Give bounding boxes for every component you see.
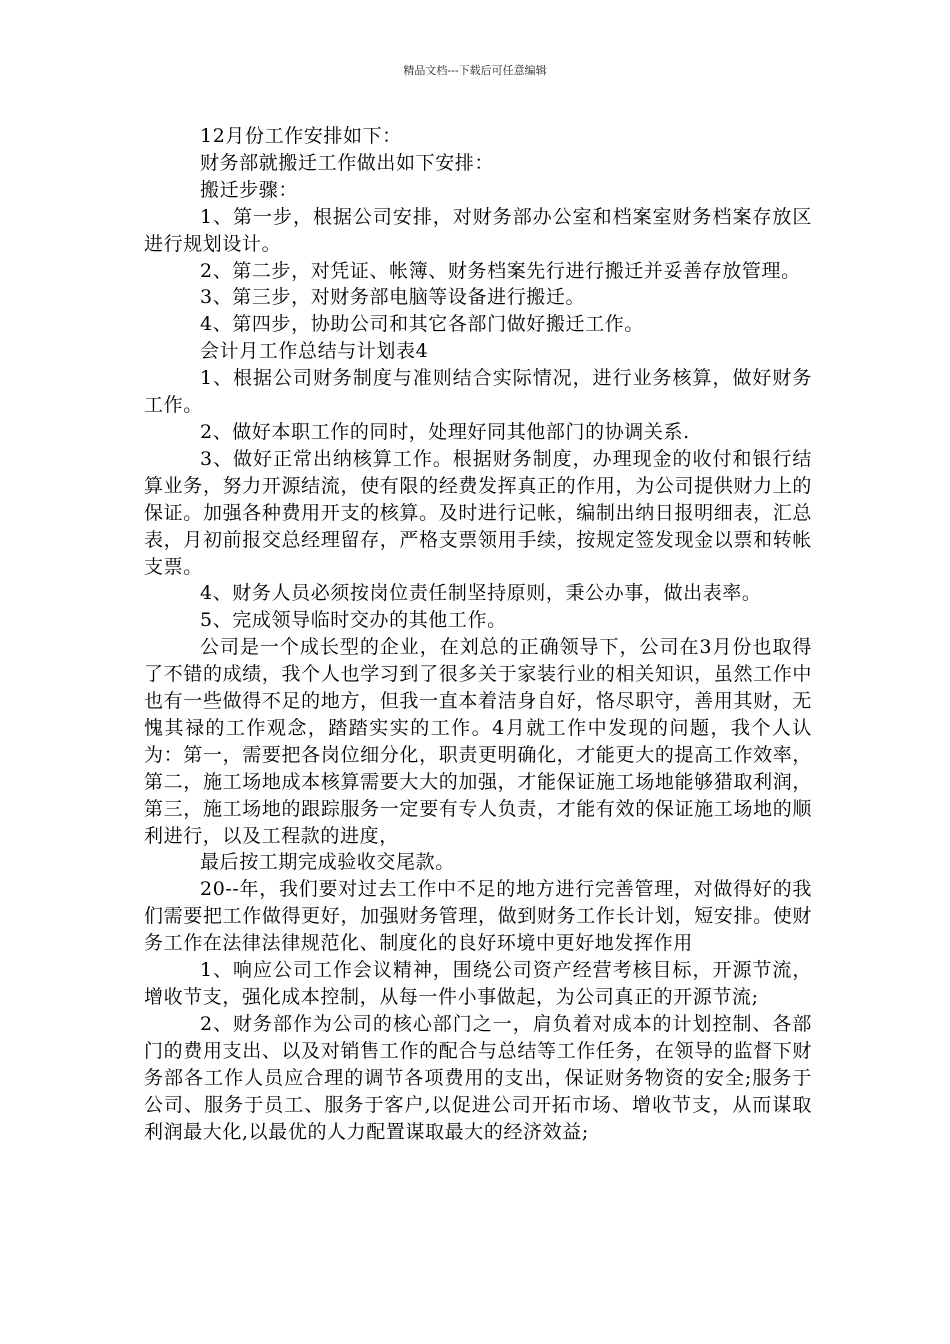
paragraph-step-4: 4、第四步，协助公司和其它各部门做好搬迁工作。 (200, 313, 644, 336)
paragraph-company-review: 公司是一个成长型的企业，在刘总的正确领导下，公司在3月份也取得了不错的成绩，我个人也学习到了很多关于家装行业的相关知识，虽然工作中也有一些做得不足的地方，但我一直本着洁身自好，恪尽职守，善用其财，无愧其禄的工作观念，踏踏实实的工作。4月就工作中发现的问题，我个人认为：第一，需要把各岗位细分化，职责更明确化，才能更大的提高工作效率，第二，施工场地成本核算需要大大的加强，才能保证施工场地能够猎取利润，第三，施工场地的跟踪服务一定要有专人负责，才能有效的保证施工场地的顺利进行，以及工程款的进度， (144, 636, 812, 847)
paragraph-plan-item-1: 1、响应公司工作会议精神，围绕公司资产经营考核目标，开源节流，增收节支，强化成本控制，从每一件小事做起，为公司真正的开源节流; (144, 959, 812, 1008)
paragraph-step-2: 2、第二步，对凭证、帐簿、财务档案先行进行搬迁并妥善存放管理。 (200, 259, 801, 282)
paragraph-duty-3: 3、做好正常出纳核算工作。根据财务制度，办理现金的收付和银行结算业务，努力开源结流，使有限的经费发挥真正的作用，为公司提供财力上的保证。加强各种费用开支的核算。及时进行记帐，编制出纳日报明细表，汇总表，月初前报交总经理留存，严格支票领用手续，按规定签发现金以票和转帐支票。 (144, 447, 812, 578)
paragraph-yearly-plan: 20--年，我们要对过去工作中不足的地方进行完善管理，对做得好的我们需要把工作做得更好，加强财务管理，做到财务工作长计划，短安排。使财务工作在法律法律规范化、制度化的良好环境中更好地发挥作用 (144, 878, 812, 955)
paragraph-duty-2: 2、做好本职工作的同时，处理好同其他部门的协调关系. (200, 420, 690, 443)
paragraph-section-title-4: 会计月工作总结与计划表4 (200, 340, 429, 363)
paragraph-relocation-intro: 财务部就搬迁工作做出如下安排： (200, 151, 495, 174)
paragraph-plan-item-2: 2、财务部作为公司的核心部门之一，肩负着对成本的计划控制、各部门的费用支出、以及对销售工作的配合与总结等工作任务，在领导的监督下财务部各工作人员应合理的调节各项费用的支出，保证财务物资的安全;服务于公司、服务于员工、服务于客户,以促进公司开拓市场、增收节支，从而谋取利润最大化,以最优的人力配置谋取最大的经济效益; (144, 1012, 812, 1143)
page-header: 精品文档---下载后可任意编辑 (403, 64, 547, 77)
paragraph-december-plan-heading: 12月份工作安排如下： (200, 125, 402, 147)
document-body (144, 123, 812, 1145)
paragraph-final-payment: 最后按工期完成验收交尾款。 (200, 851, 455, 874)
paragraph-step-3: 3、第三步，对财务部电脑等设备进行搬迁。 (200, 286, 586, 309)
paragraph-relocation-steps-heading: 搬迁步骤： (200, 178, 299, 201)
paragraph-duty-1: 1、根据公司财务制度与准则结合实际情况，进行业务核算，做好财务工作。 (144, 367, 812, 417)
paragraph-duty-4: 4、财务人员必须按岗位责任制坚持原则，秉公办事，做出表率。 (200, 582, 762, 605)
paragraph-duty-5: 5、完成领导临时交办的其他工作。 (200, 609, 507, 632)
paragraph-step-1: 1、第一步，根据公司安排，对财务部办公室和档案室财务档案存放区进行规划设计。 (144, 205, 812, 255)
